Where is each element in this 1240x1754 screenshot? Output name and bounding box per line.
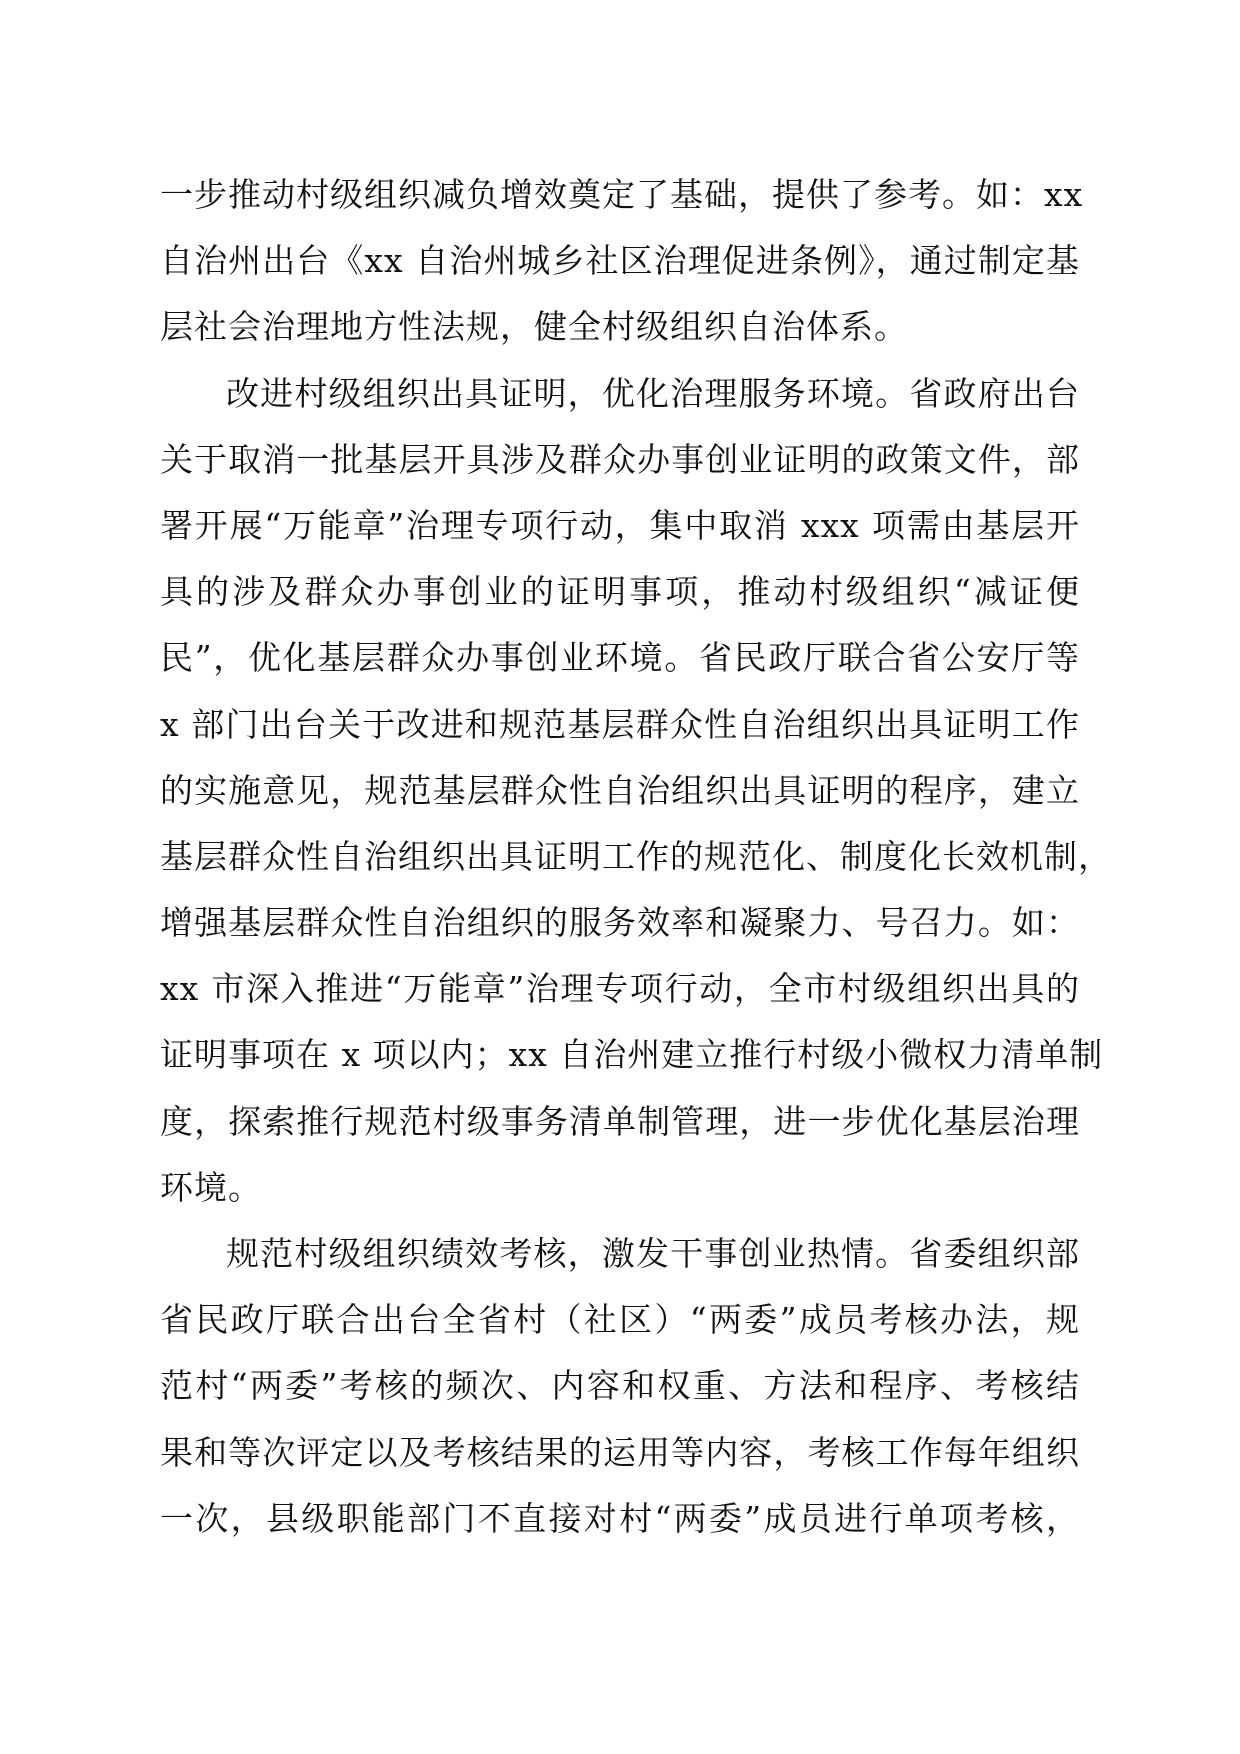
text-line: 署开展“万能章”治理专项行动，集中取消 xxx 项需由基层开 — [160, 505, 1080, 545]
text-line: 基层群众性自治组织出具证明工作的规范化、制度化长效机制， — [160, 836, 1112, 876]
text-line: xx 市深入推进“万能章”治理专项行动，全市村级组织出具的 — [160, 969, 1080, 1009]
text-line: 证明事项在 x 项以内；xx 自治州建立推行村级小微权力清单制 — [160, 1035, 1104, 1075]
text-line: 省民政厅联合出台全省村（社区）“两委”成员考核办法，规 — [160, 1300, 1080, 1340]
text-line: 民”，优化基层群众办事创业环境。省民政厅联合省公安厅等 — [160, 638, 1080, 678]
text-line: 一次，县级职能部门不直接对村“两委”成员进行单项考核， — [160, 1498, 1080, 1538]
text-line: 具的涉及群众办事创业的证明事项，推动村级组织“减证便 — [160, 572, 1080, 612]
paragraph-2 — [160, 361, 1112, 1221]
text-line: 度，探索推行规范村级事务清单制管理，进一步优化基层治理 — [160, 1101, 1080, 1141]
text-line: 规范村级组织绩效考核，激发干事创业热情。省委组织部 — [226, 1234, 1080, 1273]
text-line: 改进村级组织出具证明，优化治理服务环境。省政府出台 — [226, 373, 1080, 413]
paragraph-3 — [160, 1221, 1080, 1552]
text-line: 的实施意见，规范基层群众性自治组织出具证明的程序，建立 — [160, 770, 1080, 810]
text-line: 关于取消一批基层开具涉及群众办事创业证明的政策文件，部 — [160, 439, 1080, 479]
text-line: 范村“两委”考核的频次、内容和权重、方法和程序、考核结 — [160, 1366, 1080, 1406]
body-text — [160, 162, 1112, 1552]
text-line: 果和等次评定以及考核结果的运用等内容，考核工作每年组织 — [160, 1432, 1080, 1472]
text-line: 环境。 — [160, 1167, 262, 1207]
text-line: 自治州出台《xx 自治州城乡社区治理促进条例》，通过制定基 — [160, 241, 1080, 281]
paragraph-1 — [160, 162, 1084, 361]
text-line: 增强基层群众性自治组织的服务效率和凝聚力、号召力。如： — [160, 903, 1080, 943]
text-line: 层社会治理地方性法规，健全村级组织自治体系。 — [160, 307, 908, 347]
text-line: x 部门出台关于改进和规范基层群众性自治组织出具证明工作 — [160, 704, 1080, 744]
text-line: 一步推动村级组织减负增效奠定了基础，提供了参考。如：xx — [160, 175, 1084, 214]
